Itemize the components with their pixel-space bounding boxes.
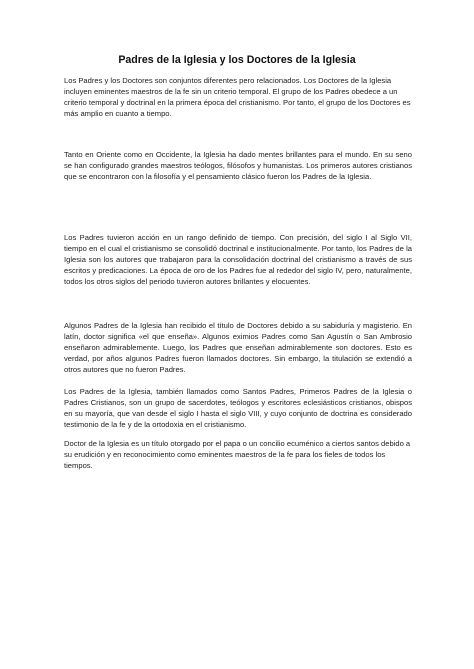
paragraph-santos-padres: Los Padres de la Iglesia, también llamados como Santos Padres, Primeros Padres de la Iglesia o Padres Cristianos, son un grupo de sacerdotes, teólogos y escritores eclesiásticos cristianos, obispos en su mayoría, que van desde el siglo I hasta el siglo VIII, y cuyo conjunto de doctrina es considerado testimonio de la fe y de la ortodoxia en el cristianismo. (64, 387, 412, 430)
paragraph-rango-de-tiempo: Los Padres tuvieron acción en un rango definido de tiempo. Con precisión, del siglo I al Siglo VII, tiempo en el cual el cristianismo se consolidó doctrinal e institucionalmente. Por tanto, los Padres de la Iglesia son los autores que trabajaron para la consolidación doctrinal del cristianismo a través de sus escritos y predicaciones. La época de oro de los Padres fue al rededor del siglo IV, pero, naturalmente, todos los otros siglos del periodo tuvieron autores brillantes y elocuentes. (64, 233, 412, 287)
paragraph-oriente-occidente: Tanto en Oriente como en Occidente, la Iglesia ha dado mentes brillantes para el mundo. En su seno se han configurado grandes maestros teólogos, filósofos y humanistas. Los primeros autores cristianos que se encontraron con la filosofía y el pensamiento clásico fueron los Padres de la Iglesia. (64, 150, 412, 182)
document-title: Padres de la Iglesia y los Doctores de la Iglesia (118, 54, 356, 66)
paragraph-doctor-de-la-iglesia: Doctor de la Iglesia es un título otorgado por el papa o un concilio ecuménico a ciertos santos debido a su erudición y en reconocimiento como eminentes maestros de la fe para los fieles de todos los tiempos. (64, 439, 411, 471)
paragraph-titulo-de-doctores: Algunos Padres de la Iglesia han recibido el título de Doctores debido a su sabiduría y magisterio. En latín, doctor significa «el que enseña». Algunos eximios Padres como San Agustín o San Ambrosio enseñaron admirablemente. Luego, los Padres que enseñan admirablemente son doctores. Esto es verdad, por años algunos Padres fueron llamados doctores. Sin embargo, la titulación se extendió a otros autores que no fueron Padres. (64, 321, 412, 375)
paragraph-padres-y-doctores: Los Padres y los Doctores son conjuntos diferentes pero relacionados. Los Doctores de la Iglesia incluyen eminentes maestros de la fe sin un criterio temporal. El grupo de los Padres obedece a un criterio temporal y doctrinal en la primera época del cristianismo. Por tanto, el grupo de los Doctores es más amplio en cuanto a tiempo. (64, 76, 411, 119)
